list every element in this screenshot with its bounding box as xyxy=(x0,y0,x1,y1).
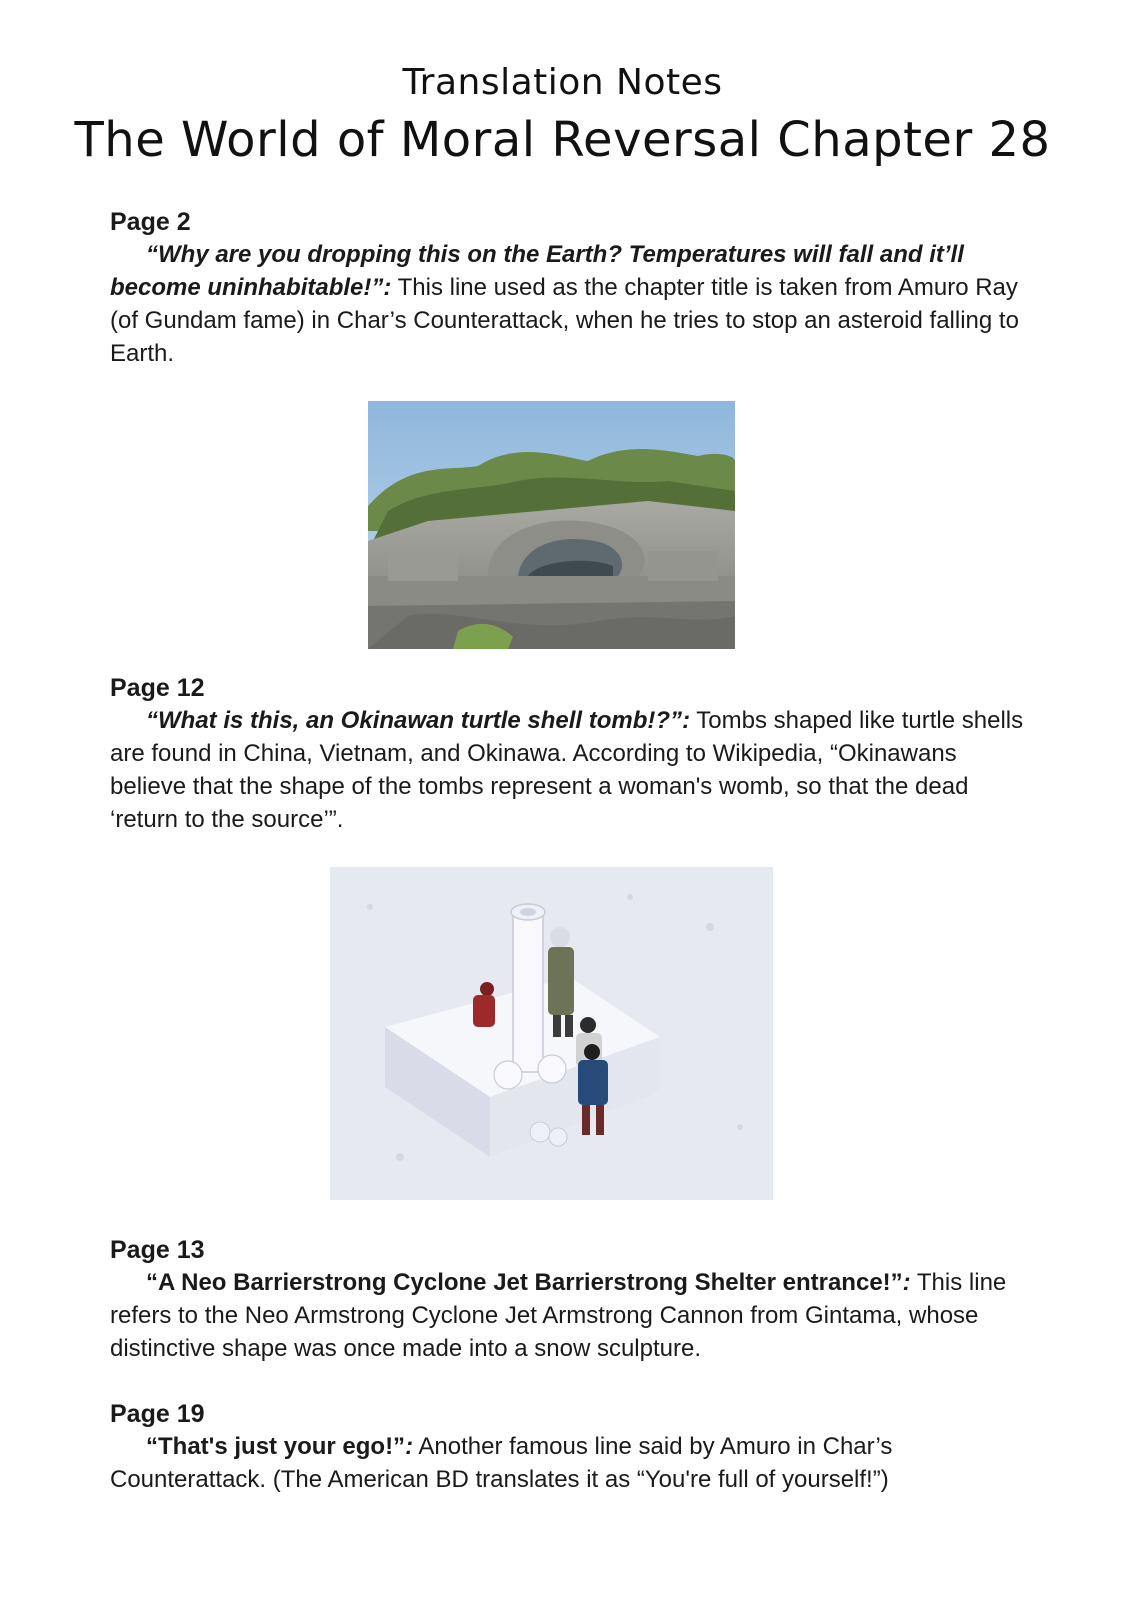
snow-sculpture-anime-still xyxy=(330,867,773,1200)
note-page-13 xyxy=(110,1234,1030,1365)
note-quote: “That's just your ego!” xyxy=(146,1433,406,1460)
note-page-2 xyxy=(110,206,1030,370)
turtle-shell-tomb-photo xyxy=(368,401,735,649)
note-page-19 xyxy=(110,1398,1030,1496)
note-page-label: Page 12 xyxy=(110,674,205,702)
note-text: This line refers to the Neo Armstrong Cyclone Jet Armstrong Cannon from Gintama, whose distinctive shape was once made into a snow sculpture. xyxy=(110,1269,1007,1362)
note-body xyxy=(110,238,1030,370)
note-quote: “A Neo Barrierstrong Cyclone Jet Barrierstrong Shelter entrance!” xyxy=(146,1269,903,1296)
notes-subtitle: Translation Notes xyxy=(402,62,723,103)
note-colon: : xyxy=(405,1433,414,1460)
note-quote: “What is this, an Okinawan turtle shell tomb!?” xyxy=(146,707,683,734)
note-page-label: Page 2 xyxy=(110,208,191,236)
note-colon: : xyxy=(383,274,392,301)
note-body xyxy=(110,1266,1030,1365)
note-page-12 xyxy=(110,672,1030,836)
chapter-title: The World of Moral Reversal Chapter 28 xyxy=(74,112,1051,168)
note-text: Another famous line said by Amuro in Char’s Counterattack. (The American BD translates it as “You're full of yourself!”) xyxy=(110,1433,893,1493)
note-text: Tombs shaped like turtle shells are found in China, Vietnam, and Okinawa. According to Wikipedia, “Okinawans believe that the shape of the tombs represent a woman's womb, so that the dead ‘return to the source’”. xyxy=(110,707,1024,833)
note-colon: : xyxy=(902,1269,911,1296)
note-body xyxy=(110,704,1030,836)
note-text: This line used as the chapter title is taken from Amuro Ray (of Gundam fame) in Char’s Counterattack, when he tries to stop an asteroid falling to Earth. xyxy=(110,274,1019,367)
note-body xyxy=(110,1430,1030,1496)
note-page-label: Page 13 xyxy=(110,1236,205,1264)
note-page-label: Page 19 xyxy=(110,1400,205,1428)
note-quote: “Why are you dropping this on the Earth? Temperatures will fall and it’ll become uninhabitable!” xyxy=(110,241,964,301)
note-colon: : xyxy=(682,707,691,734)
